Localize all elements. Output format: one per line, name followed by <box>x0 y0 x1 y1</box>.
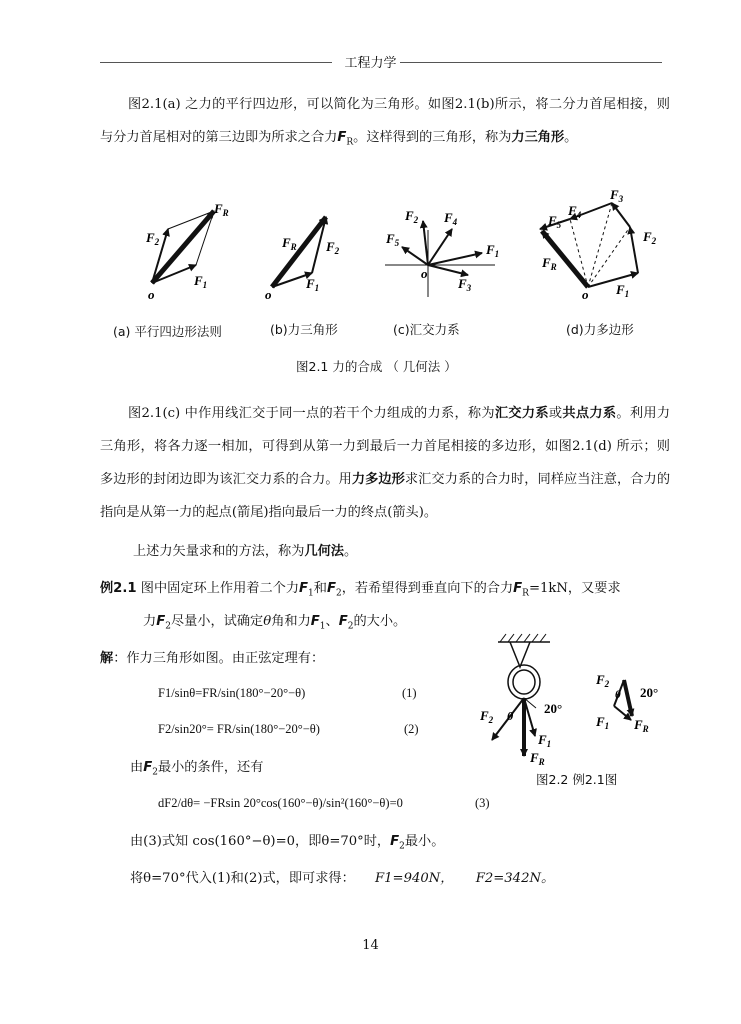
fig-c-concurrent <box>385 208 499 297</box>
example-label: 例2.1 <box>100 581 137 596</box>
cond-end: 最小的条件，还有 <box>157 760 264 775</box>
svg-text:F3: $F_3$ <box>458 276 472 293</box>
svg-text:F1: $F_1$ <box>486 242 500 259</box>
theta-symbol: θ <box>263 614 272 629</box>
example-line1: 图中固定环上作用着二个力 <box>136 581 300 596</box>
example-line2-pre: 力 <box>143 614 157 629</box>
p2-line2: 利用力三角形，将各力逐一相加，可得到从第一力到最后一力首尾相接的多边形，如图 <box>100 406 671 454</box>
svg-text:FR: $F_R$ <box>634 717 649 734</box>
svg-text:F2: $F_2$ <box>326 239 340 256</box>
intro-paragraph <box>100 88 670 160</box>
solution-intro-text: ：作力三角形如图。由正弦定理有： <box>113 651 325 666</box>
svg-text:o: o <box>265 287 272 302</box>
term-geometric-method: 几何法 <box>304 544 344 559</box>
result-f1: F1=940N， <box>375 871 454 886</box>
conclusion-text: 由(3)式知 cos(160°−θ)=0，即θ=70°时， <box>130 834 391 849</box>
fig-b-triangle <box>265 217 340 302</box>
svg-text:FR: $F_R$ <box>530 750 545 767</box>
min-condition: 由$F_2$最小的条件，还有 <box>130 760 264 778</box>
cond-pre: 由 <box>130 760 144 775</box>
svg-text:F5: $F_5$ <box>548 213 562 230</box>
example-sep: 、 <box>325 614 339 629</box>
svg-text:F1: $F_1$ <box>194 273 208 290</box>
caption-a: (a) 平行四边形法则 <box>113 324 222 339</box>
fig-a-parallelogram <box>145 201 229 302</box>
p2-line3-end: 求汇交力系的合力 <box>404 472 511 487</box>
equation-1-number: (1) <box>402 686 417 700</box>
example-line2-end: 的大小。 <box>353 614 407 629</box>
svg-text:F1: $F_1$ <box>538 732 552 749</box>
page-number: 14 <box>362 938 379 953</box>
svg-text:o: o <box>148 287 155 302</box>
equation-1: F1/sinθ=FR/sin(180°−20°−θ) <box>158 686 306 700</box>
term-force-polygon: 力多边形 <box>351 472 405 487</box>
svg-text:θ: θ <box>615 689 621 701</box>
solution-label: 解 <box>100 651 114 666</box>
p2-or: 或 <box>548 406 563 421</box>
conclusion-line: 由(3)式知 cos(160°−θ)=0，即θ=70°时，$F_2$最小。 <box>130 834 445 852</box>
svg-text:F3: $F_3$ <box>610 187 624 204</box>
svg-text:F4: $F_4$ <box>568 203 582 220</box>
svg-text:F1: $F_1$ <box>596 714 610 731</box>
intro-line2-end: 。 <box>564 130 578 145</box>
result-f2: F2=342N。 <box>475 871 555 886</box>
conclusion-end: 最小。 <box>404 834 445 849</box>
svg-text:F5: $F_5$ <box>386 231 400 248</box>
svg-text:F1: $F_1$ <box>616 282 630 299</box>
p3-text: 上述力矢量求和的方法，称为 <box>133 544 305 559</box>
p2-line1: 图2.1(c) 中作用线汇交于同一点的若干个力组成的力系，称为 <box>128 406 495 421</box>
example-statement-2: 力$F_2$尽量小，试确定θ角和力$F_1$、$F_2$的大小。 <box>143 614 407 632</box>
caption-c: (c)汇交力系 <box>393 322 460 337</box>
figure-2-1 <box>130 185 670 310</box>
example-line2-mid: 尽量小，试确定 <box>170 614 264 629</box>
example-line1-val: =1kN，又要求 <box>528 581 621 596</box>
intro-line1: 图2.1(a) 之力的平行四边形，可以简化为三角形。如图2.1(b)所示，将二分力首尾相 <box>128 97 630 112</box>
geometric-method-paragraph <box>133 535 673 568</box>
svg-text:F2: $F_2$ <box>596 672 610 689</box>
svg-text:20°: 20° <box>640 685 659 700</box>
header-title: 工程力学 <box>344 56 397 71</box>
svg-text:F2: $F_2$ <box>480 708 494 725</box>
equation-3-number: (3) <box>475 796 490 810</box>
svg-text:o: o <box>582 287 589 302</box>
result-text: 将θ=70°代入(1)和(2)式，即可求得： <box>130 871 355 886</box>
intro-line2-pre: 接，则与分力首尾相对的第三边即为所求之合力 <box>100 97 670 145</box>
solution-intro <box>100 642 460 675</box>
example-and: 和 <box>313 581 327 596</box>
figure-2-2-caption: 图2.2 例2.1图 <box>536 772 618 787</box>
fr-symbol: F <box>337 130 347 145</box>
fr-sub: R <box>346 137 354 148</box>
svg-text:F2: $F_2$ <box>643 229 657 246</box>
p2-line3: 2.1(d) 所示；则多边形的封闭边即为该汇交力系的合力。用 <box>100 439 670 487</box>
term-concurrent-system: 汇交力系 <box>494 406 549 421</box>
svg-text:F4: $F_4$ <box>444 210 458 227</box>
example-statement: 例2.1 图中固定环上作用着二个力$F_1$和$F_2$，若希望得到垂直向下的合力$F_R=1kN$，又要求 <box>100 581 621 599</box>
svg-text:θ: θ <box>507 709 514 723</box>
example-line1-mid: ，若希望得到垂直向下的合力 <box>341 581 514 596</box>
caption-d: (d)力多边形 <box>566 322 634 337</box>
svg-text:F2: $F_2$ <box>405 208 419 225</box>
term-common-point-system: 共点力系 <box>562 406 617 421</box>
equation-2: F2/sin20°= FR/sin(180°−20°−θ) <box>158 722 320 736</box>
header-rule-right <box>400 62 662 63</box>
svg-text:FR: $F_R$ <box>282 235 297 252</box>
term-force-triangle: 力三角形 <box>511 130 565 145</box>
fig-d-polygon <box>540 187 657 302</box>
figure-2-2 <box>474 632 674 772</box>
svg-text:F1: $F_1$ <box>306 276 320 293</box>
intro-line2-mid: 。这样得到的三角形，称为 <box>353 130 512 145</box>
equation-3: dF2/dθ= −FRsin 20°cos(160°−θ)/sin²(160°−θ)=0 <box>158 796 403 810</box>
p2-line4: 时，同样应当注意，合力的指向是从第一力的起点(箭尾)指向最后一力的终点(箭头)。 <box>100 472 671 520</box>
svg-text:20°: 20° <box>544 701 563 716</box>
p2-line1-end: 。 <box>616 406 630 421</box>
equation-2-number: (2) <box>404 722 419 736</box>
example-line2-mid2: 角和力 <box>271 614 311 629</box>
concurrent-paragraph <box>100 397 670 529</box>
figure-2-1-title: 图2.1 力的合成 （ 几何法 ） <box>296 359 457 374</box>
svg-text:F2: $F_2$ <box>146 230 160 247</box>
svg-text:FR: $F_R$ <box>542 255 557 272</box>
p3-end: 。 <box>344 544 358 559</box>
result-line <box>130 862 670 895</box>
caption-b: (b)力三角形 <box>270 322 338 337</box>
svg-text:o: o <box>421 266 428 281</box>
svg-text:FR: $F_R$ <box>214 201 229 218</box>
